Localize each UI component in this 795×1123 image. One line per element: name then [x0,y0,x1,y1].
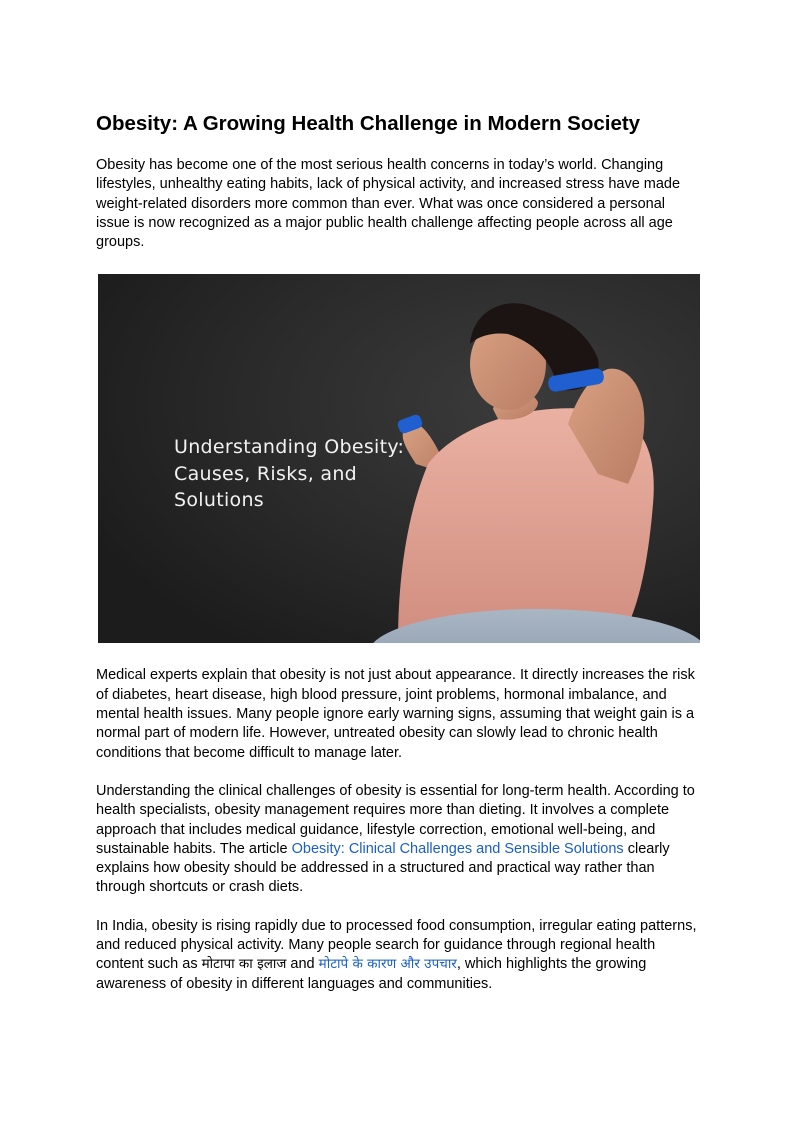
hero-image [98,274,700,643]
document-page [96,110,702,994]
clinical-challenges-link[interactable]: Obesity: Clinical Challenges and Sensible Solutions [291,840,624,857]
article-title: Obesity: A Growing Health Challenge in Modern Society [96,112,641,135]
india-paragraph [96,917,702,994]
hero-title-line: Understanding Obesity: [174,436,405,459]
india-text-middle: and [286,956,319,973]
clinical-paragraph [96,782,702,898]
india-text-before: In India, obesity is rising rapidly due to processed food consumption, irregular eating patterns, and reduced physical activity. Many people search for guidance through regional health content such as [96,917,697,973]
clinical-text-after: clearly explains how obesity should be addressed in a structured and practical way rather than through shortcuts or crash diets. [96,840,670,896]
intro-paragraph: Obesity has become one of the most serious health concerns in today’s world. Changing lifestyles, unhealthy eating habits, lack of physical activity, and increased stress have made weight-related disorders more common than ever. What was once considered a personal issue is now recognized as a major public health challenge affecting people across all age groups. [96,157,681,251]
hero-title-line: Solutions [174,489,264,512]
india-text-after: , which highlights the growing awareness of obesity in different languages and communities. [96,956,647,992]
clinical-text-before: Understanding the clinical challenges of obesity is essential for long-term health. According to health specialists, obesity management requires more than dieting. It involves a complete approach that includes medical guidance, lifestyle correction, emotional well-being, and sustainable habits. The article [96,782,695,857]
hero-title-line: Causes, Risks, and [174,462,358,485]
hindi-causes-link[interactable]: मोटापे के कारण और उपचार [318,956,457,973]
hindi-term: मोटापा का इलाज [201,956,287,973]
hero-overlay-title [174,434,404,514]
risks-paragraph: Medical experts explain that obesity is not just about appearance. It directly increases the risk of diabetes, heart disease, high blood pressure, joint problems, hormonal imbalance, and mental health issues. Many people ignore early warning signs, assuming that weight gain is a normal part of modern life. However, untreated obesity can slowly lead to chronic health conditions that become difficult to manage later. [96,667,695,761]
